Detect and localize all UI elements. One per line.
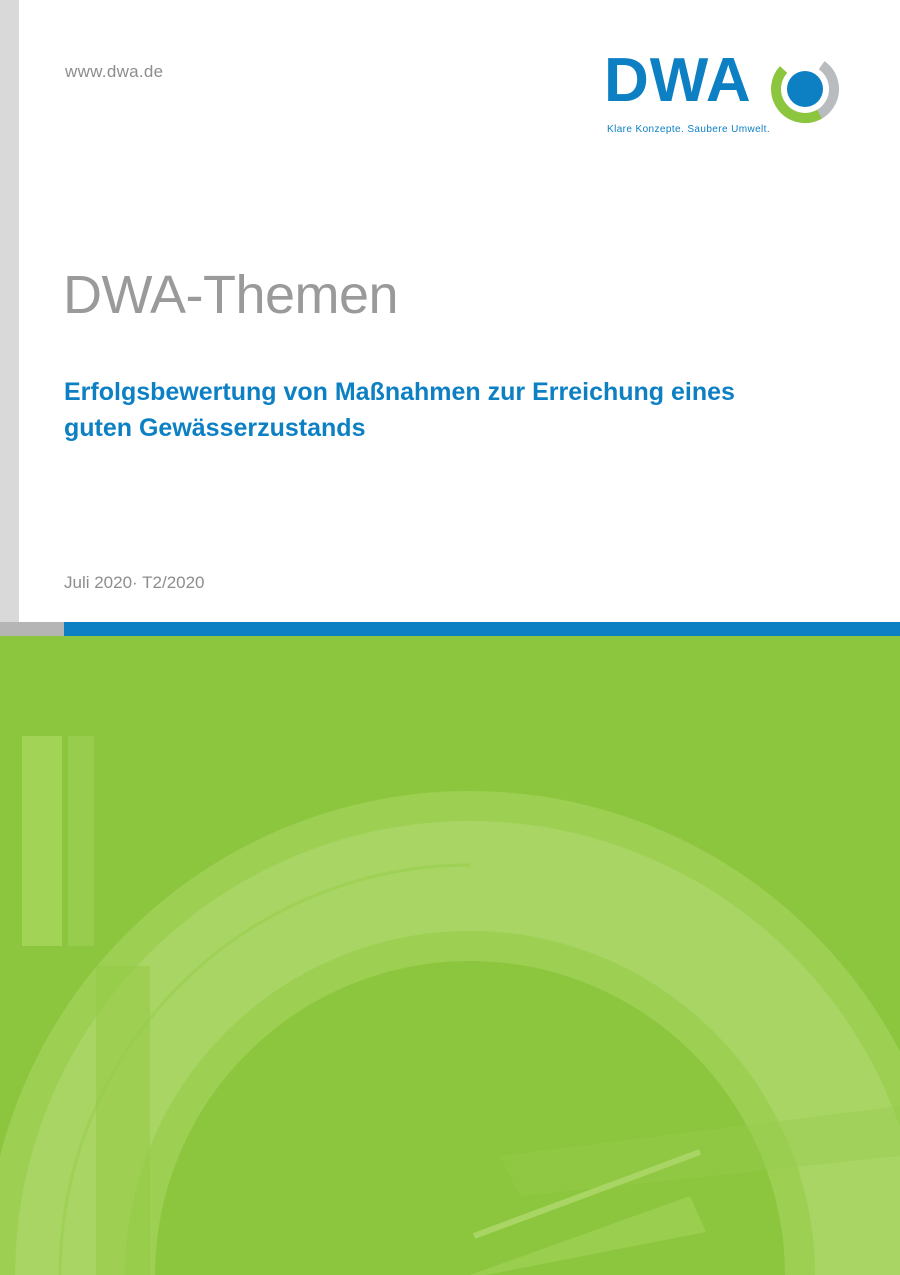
separator-bar-grey xyxy=(0,622,64,636)
document-title: Erfolgsbewertung von Maßnahmen zur Erreichung eines guten Gewässerzustands xyxy=(64,378,735,442)
cover-header-area xyxy=(0,0,900,636)
dwa-wordmark: DWA xyxy=(604,46,752,115)
dwa-logo xyxy=(604,46,844,146)
website-url: www.dwa.de xyxy=(65,62,164,81)
cover-artwork xyxy=(0,636,900,1275)
dwa-ring-icon xyxy=(770,54,840,124)
separator-bar-blue xyxy=(64,622,900,636)
series-title: DWA-Themen xyxy=(63,265,399,325)
publication-date: Juli 2020· T2/2020 xyxy=(64,573,205,592)
dwa-tagline: Klare Konzepte. Saubere Umwelt. xyxy=(607,124,771,135)
left-margin-strip xyxy=(0,0,19,636)
